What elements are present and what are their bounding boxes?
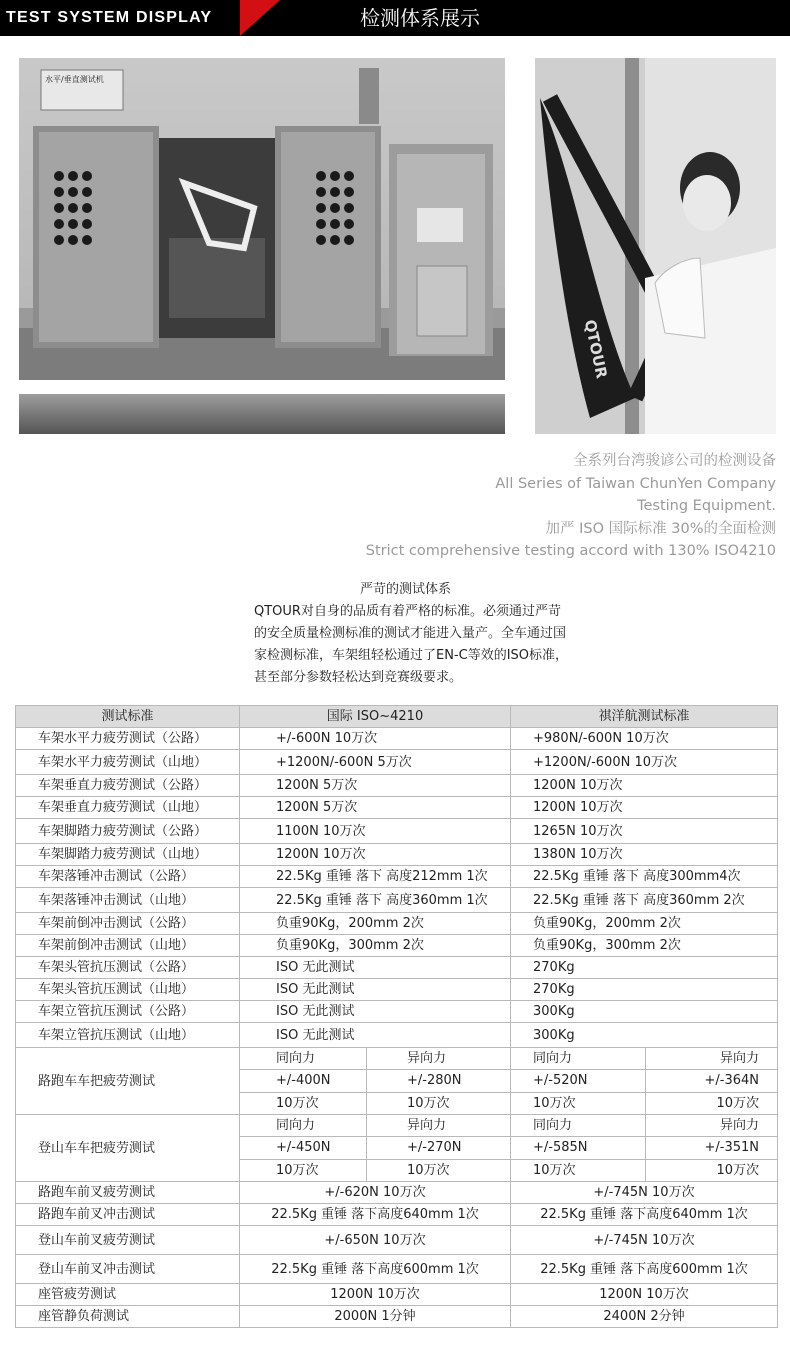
row-qx-value: 22.5Kg 重锤 落下 高度300mm4次 (511, 866, 778, 888)
row-iso-value: ISO 无此测试 (240, 1023, 511, 1048)
row-qx-value: 270Kg (511, 957, 778, 979)
row-label: 车架前倒冲击测试（公路） (16, 913, 240, 935)
intro-paragraph (254, 601, 594, 689)
row-qx-value: 2400N 2分钟 (511, 1306, 778, 1328)
mtb-iso-diff: +/-270N (367, 1137, 511, 1159)
table-row (16, 1023, 778, 1048)
road-qx-diff-count: 10万次 (646, 1092, 778, 1114)
road-qx-diff: +/-364N (646, 1070, 778, 1092)
road-iso-same-head: 同向力 (240, 1048, 367, 1070)
table-row (16, 1306, 778, 1328)
row-qx-value: 22.5Kg 重锤 落下高度640mm 1次 (511, 1204, 778, 1226)
row-iso-value: 1100N 10万次 (240, 819, 511, 844)
equipment-caption (296, 450, 776, 563)
inspector-holding-frame-photo (535, 58, 776, 434)
road-iso-diff: +/-280N (367, 1070, 511, 1092)
row-label: 座管疲劳测试 (16, 1284, 240, 1306)
row-label: 车架脚踏力疲劳测试（山地） (16, 844, 240, 866)
intro-title: 严苛的测试体系 (360, 582, 452, 597)
row-label: 路跑车前叉冲击测试 (16, 1204, 240, 1226)
road-iso-same: +/-400N (240, 1070, 367, 1092)
testing-machine-photo (19, 58, 505, 380)
row-qx-value: +/-745N 10万次 (511, 1226, 778, 1255)
mtb-iso-diff-count: 10万次 (367, 1159, 511, 1181)
page-header (0, 0, 790, 36)
intro-line-3: 家检测标准，车架组轻松通过了EN-C等效的ISO标准， (254, 648, 569, 663)
row-qx-value: +/-745N 10万次 (511, 1182, 778, 1204)
row-qx-value: 1380N 10万次 (511, 844, 778, 866)
header-qx: 祺洋航测试标准 (511, 706, 778, 728)
row-iso-value: 22.5Kg 重锤 落下 高度360mm 1次 (240, 888, 511, 913)
row-label: 路跑车前叉疲劳测试 (16, 1182, 240, 1204)
mtb-qx-diff-count: 10万次 (646, 1159, 778, 1181)
table-row (16, 1204, 778, 1226)
caption-line-5: Strict comprehensive testing accord with 130% ISO4210 (365, 543, 776, 559)
row-qx-value: 负重90Kg，200mm 2次 (511, 913, 778, 935)
header-standard: 测试标准 (16, 706, 240, 728)
header-iso: 国际 ISO~4210 (240, 706, 511, 728)
row-iso-value: +/-620N 10万次 (240, 1182, 511, 1204)
row-iso-value: +1200N/-600N 5万次 (240, 750, 511, 775)
caption-line-3: Testing Equipment. (637, 498, 776, 514)
row-qx-value: 300Kg (511, 1001, 778, 1023)
intro-line-1: QTOUR对自身的品质有着严格的标准。必须通过严苛 (254, 604, 561, 619)
header-english-title: TEST SYSTEM DISPLAY (6, 9, 213, 26)
table-row (16, 797, 778, 819)
table-header-row (16, 706, 778, 728)
row-iso-value: 1200N 10万次 (240, 844, 511, 866)
row-qx-value: 1200N 10万次 (511, 797, 778, 819)
frame-brand-text: QTOUR (580, 318, 611, 380)
mtb-iso-same-head: 同向力 (240, 1115, 367, 1137)
road-handlebar-row-1 (16, 1048, 778, 1070)
row-qx-value: 1265N 10万次 (511, 819, 778, 844)
row-iso-value: +/-650N 10万次 (240, 1226, 511, 1255)
road-qx-same: +/-520N (511, 1070, 646, 1092)
row-label: 车架落锤冲击测试（山地） (16, 888, 240, 913)
row-qx-value: +1200N/-600N 10万次 (511, 750, 778, 775)
caption-line-4: 加严 ISO 国际标准 30%的全面检测 (545, 520, 776, 537)
row-qx-value: 22.5Kg 重锤 落下 高度360mm 2次 (511, 888, 778, 913)
road-qx-diff-head: 异向力 (646, 1048, 778, 1070)
caption-line-2: All Series of Taiwan ChunYen Company (495, 475, 776, 492)
mtb-qx-diff-head: 异向力 (646, 1115, 778, 1137)
row-label: 登山车前叉冲击测试 (16, 1255, 240, 1284)
row-iso-value: 22.5Kg 重锤 落下高度640mm 1次 (240, 1204, 511, 1226)
row-iso-value: 22.5Kg 重锤 落下 高度212mm 1次 (240, 866, 511, 888)
row-label: 车架垂直力疲劳测试（公路） (16, 775, 240, 797)
row-label: 登山车前叉疲劳测试 (16, 1226, 240, 1255)
table-row (16, 888, 778, 913)
row-qx-value: 22.5Kg 重锤 落下高度600mm 1次 (511, 1255, 778, 1284)
table-row (16, 1284, 778, 1306)
row-iso-value: 1200N 10万次 (240, 1284, 511, 1306)
road-handlebar-label: 路跑车车把疲劳测试 (16, 1048, 240, 1115)
table-row (16, 728, 778, 750)
mtb-handlebar-label: 登山车车把疲劳测试 (16, 1115, 240, 1182)
row-qx-value: 270Kg (511, 979, 778, 1001)
row-qx-value: +980N/-600N 10万次 (511, 728, 778, 750)
table-row (16, 844, 778, 866)
frame-test-rows (16, 728, 778, 1048)
table-row (16, 775, 778, 797)
row-label: 车架头管抗压测试（公路） (16, 957, 240, 979)
mtb-iso-same-count: 10万次 (240, 1159, 367, 1181)
mtb-qx-same-count: 10万次 (511, 1159, 646, 1181)
road-iso-diff-head: 异向力 (367, 1048, 511, 1070)
test-standards-table (15, 705, 778, 1328)
row-label: 车架落锤冲击测试（公路） (16, 866, 240, 888)
row-qx-value: 300Kg (511, 1023, 778, 1048)
fork-seatpost-rows (16, 1182, 778, 1328)
caption-line-1: 全系列台湾骏谚公司的检测设备 (573, 453, 776, 469)
row-iso-value: 负重90Kg，300mm 2次 (240, 935, 511, 957)
row-label: 车架垂直力疲劳测试（山地） (16, 797, 240, 819)
row-qx-value: 负重90Kg，300mm 2次 (511, 935, 778, 957)
row-label: 车架水平力疲劳测试（公路） (16, 728, 240, 750)
row-iso-value: +/-600N 10万次 (240, 728, 511, 750)
row-iso-value: 2000N 1分钟 (240, 1306, 511, 1328)
row-iso-value: 1200N 5万次 (240, 797, 511, 819)
mtb-handlebar-row-1 (16, 1115, 778, 1137)
row-label: 车架立管抗压测试（公路） (16, 1001, 240, 1023)
mtb-iso-diff-head: 异向力 (367, 1115, 511, 1137)
row-label: 车架前倒冲击测试（山地） (16, 935, 240, 957)
table-row (16, 957, 778, 979)
mtb-qx-same-head: 同向力 (511, 1115, 646, 1137)
mtb-qx-diff: +/-351N (646, 1137, 778, 1159)
row-label: 座管静负荷测试 (16, 1306, 240, 1328)
road-iso-same-count: 10万次 (240, 1092, 367, 1114)
mtb-qx-same: +/-585N (511, 1137, 646, 1159)
road-qx-same-head: 同向力 (511, 1048, 646, 1070)
table-row (16, 913, 778, 935)
header-red-accent (240, 0, 280, 36)
intro-line-4: 甚至部分参数轻松达到竞赛级要求。 (254, 670, 463, 685)
road-qx-same-count: 10万次 (511, 1092, 646, 1114)
row-iso-value: 1200N 5万次 (240, 775, 511, 797)
table-row (16, 866, 778, 888)
table-row (16, 1182, 778, 1204)
row-iso-value: 负重90Kg，200mm 2次 (240, 913, 511, 935)
mtb-iso-same: +/-450N (240, 1137, 367, 1159)
intro-line-2: 的安全质量检测标准的测试才能进入量产。全车通过国 (254, 626, 567, 641)
row-label: 车架头管抗压测试（山地） (16, 979, 240, 1001)
row-iso-value: ISO 无此测试 (240, 1001, 511, 1023)
table-row (16, 1001, 778, 1023)
row-qx-value: 1200N 10万次 (511, 775, 778, 797)
table-row (16, 1226, 778, 1255)
table-row (16, 979, 778, 1001)
table-row (16, 1255, 778, 1284)
row-label: 车架立管抗压测试（山地） (16, 1023, 240, 1048)
row-label: 车架脚踏力疲劳测试（公路） (16, 819, 240, 844)
row-iso-value: 22.5Kg 重锤 落下高度600mm 1次 (240, 1255, 511, 1284)
machine-sign-text: 水平/垂直测试机 (45, 75, 104, 84)
table-row (16, 935, 778, 957)
row-iso-value: ISO 无此测试 (240, 979, 511, 1001)
header-chinese-title: 检测体系展示 (360, 6, 480, 30)
table-row (16, 750, 778, 775)
row-label: 车架水平力疲劳测试（山地） (16, 750, 240, 775)
photo-shadow-bar (19, 394, 505, 434)
road-iso-diff-count: 10万次 (367, 1092, 511, 1114)
table-row (16, 819, 778, 844)
row-iso-value: ISO 无此测试 (240, 957, 511, 979)
row-qx-value: 1200N 10万次 (511, 1284, 778, 1306)
